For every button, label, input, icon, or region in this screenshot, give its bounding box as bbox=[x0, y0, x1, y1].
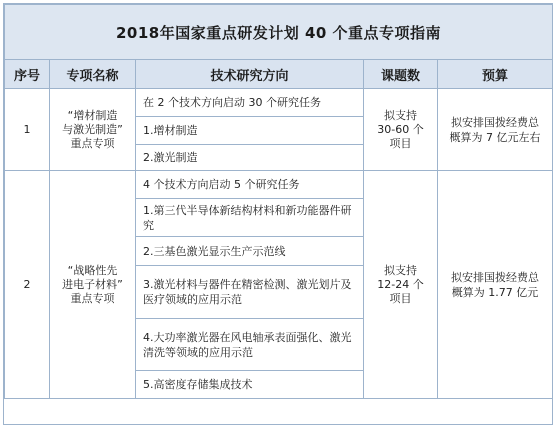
row-2-name: “战略性先 进电子材料” 重点专项 bbox=[50, 171, 136, 399]
row-1-direction-2: 2.激光制造 bbox=[136, 145, 364, 171]
header-no: 序号 bbox=[5, 60, 50, 89]
table-title: 2018年国家重点研发计划 40 个重点专项指南 bbox=[5, 5, 553, 60]
row-1-no: 1 bbox=[5, 89, 50, 171]
projects-table bbox=[4, 4, 553, 399]
row-2-direction-3: 3.激光材料与器件在精密检测、激光划片及医疗领域的应用示范 bbox=[136, 266, 364, 319]
row-2-direction-1: 1.第三代半导体新结构材料和新功能器件研究 bbox=[136, 199, 364, 237]
row-2-direction-2: 2.三基色激光显示生产示范线 bbox=[136, 237, 364, 266]
row-1-name: “增材制造 与激光制造” 重点专项 bbox=[50, 89, 136, 171]
row-2-count: 拟支持 12-24 个 项目 bbox=[364, 171, 438, 399]
row-2-budget: 拟安排国拨经费总 概算为 1.77 亿元 bbox=[438, 171, 553, 399]
row-2-direction-summary: 4 个技术方向启动 5 个研究任务 bbox=[136, 171, 364, 199]
row-2-no: 2 bbox=[5, 171, 50, 399]
table-frame bbox=[3, 3, 553, 425]
header-budget: 预算 bbox=[438, 60, 553, 89]
header-direction: 技术研究方向 bbox=[136, 60, 364, 89]
table-row bbox=[5, 89, 553, 117]
row-1-direction-1: 1.增材制造 bbox=[136, 117, 364, 145]
row-2-direction-4: 4.大功率激光器在风电轴承表面强化、激光清洗等领域的应用示范 bbox=[136, 319, 364, 371]
row-1-direction-summary: 在 2 个技术方向启动 30 个研究任务 bbox=[136, 89, 364, 117]
row-1-count: 拟支持 30-60 个 项目 bbox=[364, 89, 438, 171]
row-2-direction-5: 5.高密度存储集成技术 bbox=[136, 371, 364, 399]
table-row bbox=[5, 171, 553, 199]
header-count: 课题数 bbox=[364, 60, 438, 89]
header-name: 专项名称 bbox=[50, 60, 136, 89]
row-1-budget: 拟安排国拨经费总 概算为 7 亿元左右 bbox=[438, 89, 553, 171]
